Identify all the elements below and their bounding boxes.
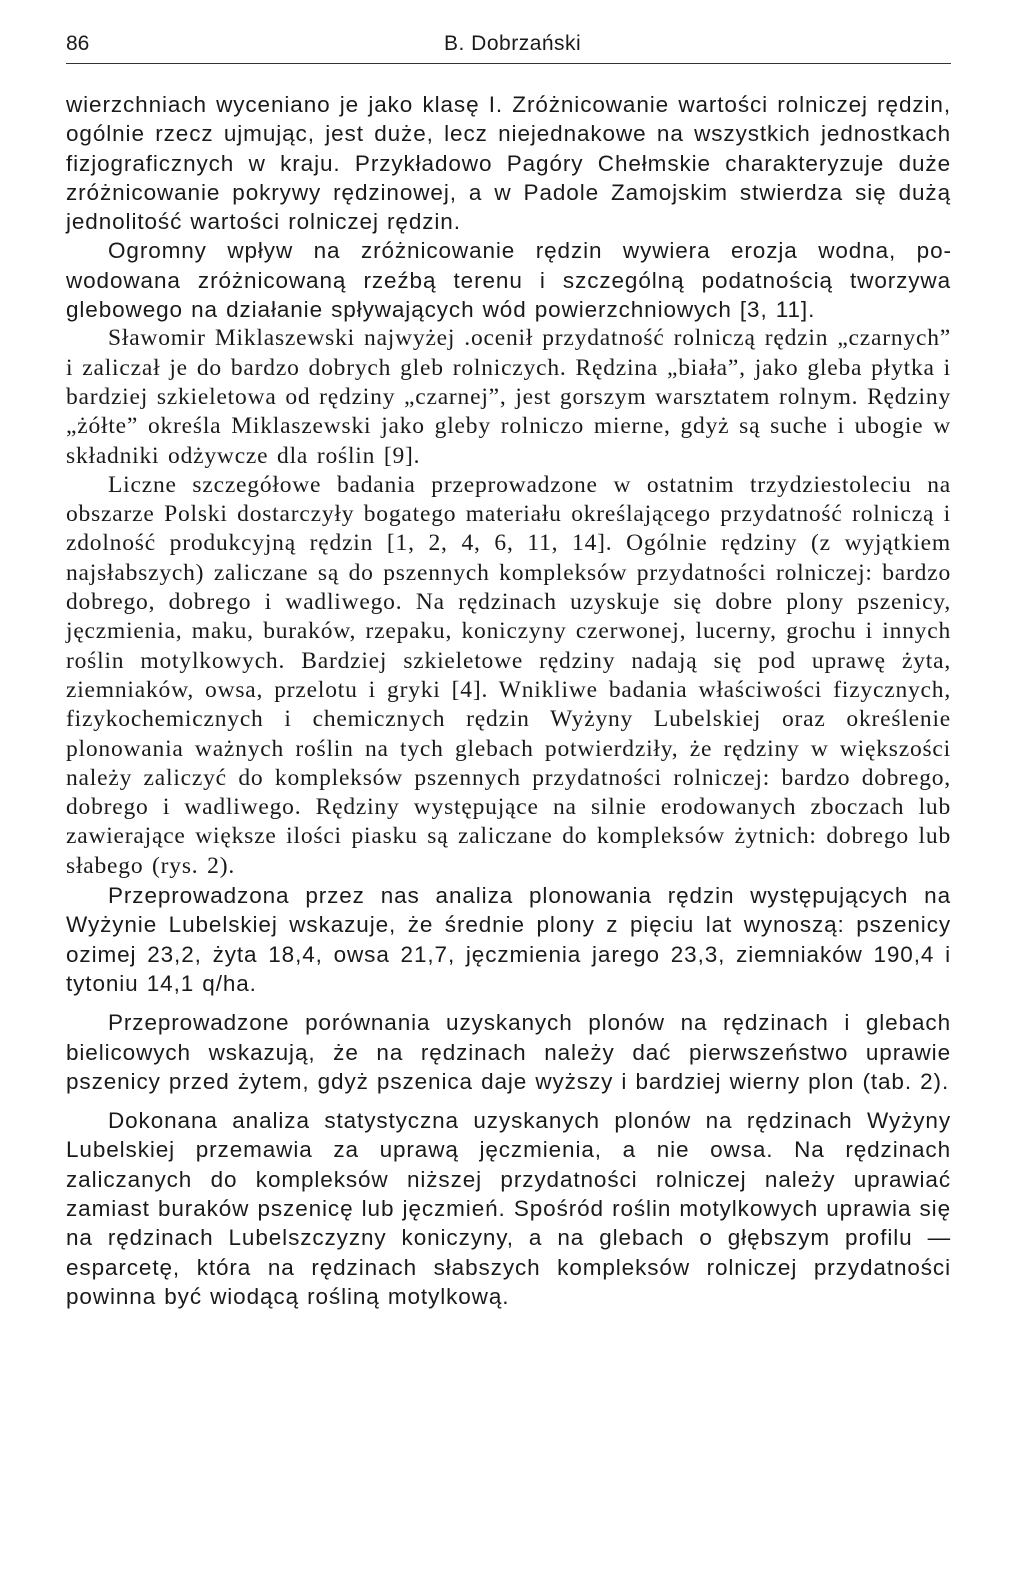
running-title: B. Dobrzański [444, 32, 582, 55]
page-number: 86 [66, 32, 90, 55]
paragraph: Sławomir Miklaszewski najwyżej .ocenił przydatność rolniczą rędzin „czarnych” i zaliczał je do bardzo dobrych gleb rolniczych. Rędzina „biała”, jako gleba płytka i bardziej szkieletowa od rędziny „czarnej”, jest gorszym warsztatem rolnym. Rędziny „żółte” określa Miklaszewski jako gleby rolniczo mierne, gdyż są suche i ubogie w składniki odżywcze dla roślin [9]. [66, 325, 951, 469]
paragraph: Przeprowadzona przez nas analiza plonowania rędzin występujących na Wyżynie Lubelskiej wskazuje, że średnie plony z pięciu lat wynoszą: pszenicy ozimej 23,2, żyta 18,4, owsa 21,7, jęczmienia jarego 23,3, ziemniaków 190,4 i tytoniu 14,1 q/ha. [66, 883, 951, 996]
body-text [66, 90, 951, 1311]
paragraph: Liczne szczegółowe badania przeprowadzone w ostatnim trzydziestoleciu na obszarze Polski dostarczyły bogatego materiału określającego przydatność rolniczą i zdolność produkcyjną rędzin [1, 2, 4, 6, 11, 14]. Ogólnie rędziny (z wyjątkiem najsłabszych) zaliczane są do pszennych kompleksów przydatności rolniczej: bardzo dobrego, dobrego i wadliwego. Na rędzinach uzyskuje się dobre plony pszenicy, jęczmienia, maku, buraków, rzepaku, koniczyny czerwonej, lucerny, grochu i innych roślin motylkowych. Bardziej szkieletowe rędziny nadają się pod uprawę żyta, ziemniaków, owsa, przelotu i gryki [4]. Wnikliwe badania właściwości fizycznych, fizykochemicznych i chemicznych rędzin Wyżyny Lubelskiej oraz określenie plonowania ważnych roślin na tych glebach potwierdziły, że rędziny w większości należy zaliczyć do kompleksów pszennych przydatności rolniczej: bardzo dobrego, dobrego i wadliwego. Rędziny występujące na silnie erodowanych zboczach lub zawierające większe ilości piasku są zaliczane do kompleksów żytnich: dobrego lub słabego (rys. 2). [66, 471, 951, 879]
header-rule [66, 63, 951, 64]
paragraph: Ogromny wpływ na zróżnicowanie rędzin wywiera erozja wodna, powodowana zróżnicowaną rzeźbą terenu i szczególną podatnością tworzywa glebowego na działanie spływających wód powierzchniowych [3, 11]. [66, 238, 951, 323]
paragraph: Dokonana analiza statystyczna uzyskanych plonów na rędzinach Wyżyny Lubelskiej przemawia za uprawą jęczmienia, a nie owsa. Na rędzinach zaliczanych do kompleksów niższej przydatności rolniczej należy uprawiać zamiast buraków pszenicę lub jęczmień. Spośród roślin motylkowych uprawia się na rędzinach Lubelszczyzny koniczyny, a na glebach o głębszym profilu — esparcetę, która na rędzinach słabszych kompleksów rolniczej przydatności powinna być wiodącą rośliną motylkową. [66, 1108, 951, 1309]
paragraph: wierzchniach wyceniano je jako klasę I. Zróżnicowanie wartości rolniczej rędzin, ogólnie rzecz ujmując, jest duże, lecz niejednakowe na wszystkich jednostkach fizjograficznych w kraju. Przykładowo Pagóry Chełmskie charakteryzuje duże zróżnicowanie pokrywy rędzinowej, a w Padole Zamojskim stwierdza się dużą jednolitość wartości rolniczej rędzin. [66, 92, 951, 235]
paragraph: Przeprowadzone porównania uzyskanych plonów na rędzinach i glebach bielicowych wskazują, że na rędzinach należy dać pierwszeństwo uprawie pszenicy przed żytem, gdyż pszenica daje wyższy i bardziej wierny plon (tab. 2). [66, 1010, 951, 1094]
running-header [66, 32, 951, 62]
